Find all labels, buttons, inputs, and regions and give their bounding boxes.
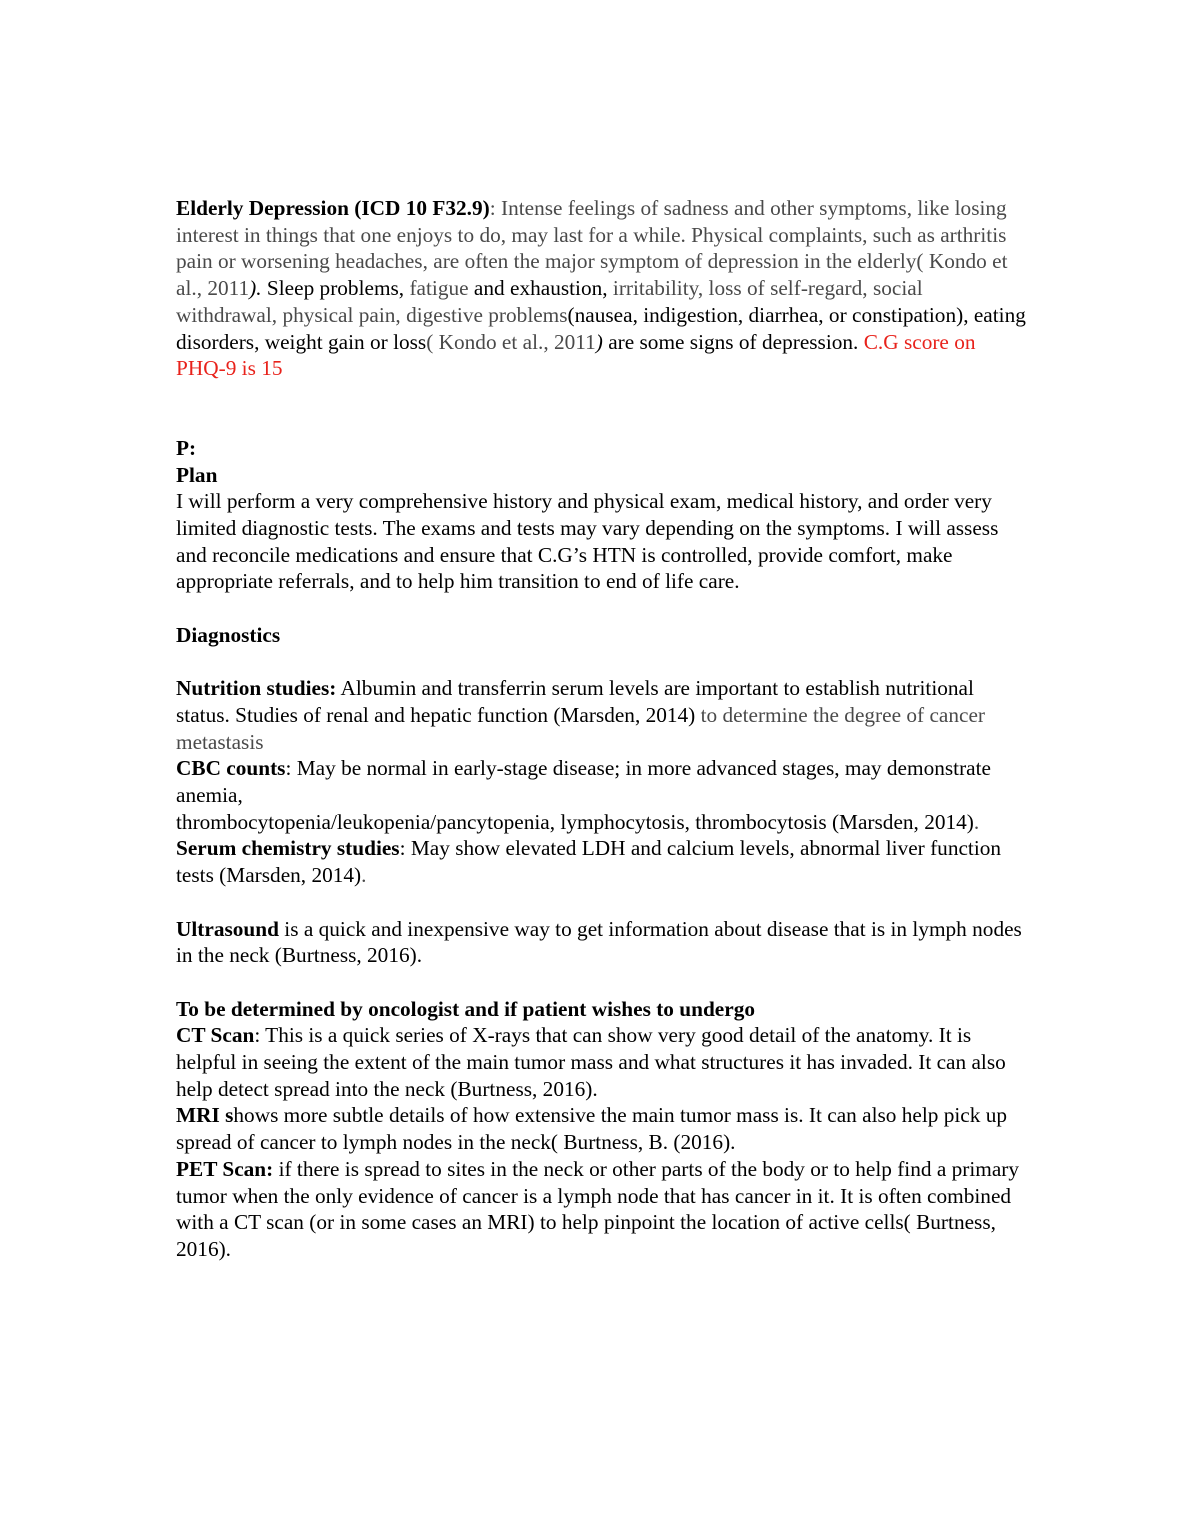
cbc-counts-continued: [176, 809, 1026, 836]
depression-heading: Elderly Depression (ICD 10 F32.9): [176, 196, 490, 220]
ct-scan: [176, 1022, 1026, 1102]
cbc-text: thrombocytopenia/leukopenia/pancytopenia, lymphocytosis, thrombocytosis (Marsden, 2014): [176, 809, 974, 834]
serum-end: .: [361, 863, 367, 888]
depression-paragraph: [176, 195, 1026, 382]
depression-text: fatigue: [404, 276, 469, 301]
nutrition-text: Albumin and transferrin serum levels are important to establish nutritional status. Studies of renal and hepatic function (Marsden, 2014): [176, 676, 974, 727]
cbc-counts: [176, 755, 1026, 808]
depression-paren: ): [595, 329, 603, 354]
plan-body: I will perform a very comprehensive history and physical exam, medical history, and order very limited diagnostic tests. The exams and tests may vary depending on the symptoms. I will assess and reconcile medications and ensure that C.G’s HTN is controlled, provide comfort, make appropriate referrals, and to help him transition to end of life care.: [176, 489, 999, 594]
mri-label: MRI s: [176, 1103, 234, 1128]
oncology-heading: [176, 996, 1026, 1023]
plan-label: [176, 435, 1026, 462]
depression-text: ( Kondo et al., 2011: [426, 329, 596, 354]
nutrition-label: Nutrition studies:: [176, 676, 337, 701]
cbc-label: CBC counts: [176, 756, 286, 781]
plan-label-text: P:: [176, 435, 197, 460]
plan-heading-text: Plan: [176, 462, 218, 487]
depression-text: : Intense feelings of sadness and other symptoms, like losing interest in things that one enjoys to do, may last for a while. Physical complaints, such as arthritis pain or worsening headaches, are often the major symptom of depression in the elderly( Kondo et al., 2011: [176, 196, 1008, 301]
ct-text: : This is a quick series of X-rays that can show very good detail of the anatomy. It is helpful in seeing the extent of the main tumor mass and what structures it has invaded. It can also help detect spread into the neck (Burtness, 2016).: [176, 1023, 1006, 1101]
cbc-end: .: [973, 809, 980, 834]
pet-text: if there is spread to sites in the neck or other parts of the body or to help find a primary tumor when the only evidence of cancer is a lymph node that has cancer in it. It is often combined with a CT scan (or in some cases an MRI) to help pinpoint the location of active cells( Burtness, 2016).: [176, 1156, 1020, 1261]
mri-text: hows more subtle details of how extensive the main tumor mass is. It can also help pick up spread of cancer to lymph nodes in the neck( Burtness, B. (2016).: [176, 1103, 1008, 1155]
document-page: [176, 195, 1026, 1263]
cbc-text: : May be normal in early-stage disease; in more advanced stages, may demonstrate anemia,: [176, 756, 991, 808]
depression-text: irritability, loss of self-regard, social withdrawal, physical pain, digestive problems: [176, 276, 923, 327]
diagnostics-heading: [176, 622, 1026, 649]
pet-scan: [176, 1156, 1026, 1263]
plan-heading: [176, 462, 1026, 489]
serum-label: Serum chemistry studies: [176, 836, 400, 861]
depression-text: Sleep problems,: [261, 276, 405, 301]
depression-text: and exhaustion,: [468, 276, 608, 301]
serum-chemistry: [176, 835, 1026, 888]
pet-label: PET Scan:: [176, 1156, 274, 1181]
ct-label: CT Scan: [176, 1023, 255, 1048]
phq-score-note: C.G score on PHQ-9 is 15: [176, 329, 976, 381]
depression-text: are some signs of depression.: [602, 329, 859, 354]
ultrasound: [176, 916, 1026, 969]
diagnostics-heading-text: Diagnostics: [176, 622, 281, 647]
mri: [176, 1102, 1026, 1155]
ultrasound-label: Ultrasound: [176, 916, 279, 941]
oncology-heading-text: To be determined by oncologist and if patient wishes to undergo: [176, 996, 756, 1021]
nutrition-text: to determine the degree of cancer metastasis: [176, 702, 985, 754]
nutrition-studies: [176, 675, 1026, 755]
depression-paren: ).: [249, 276, 262, 301]
depression-text: (nausea, indigestion, diarrhea, or constipation), eating disorders, weight gain or loss: [176, 302, 1026, 354]
ultrasound-text: is a quick and inexpensive way to get information about disease that is in lymph nodes in the neck (Burtness, 2016).: [176, 916, 1022, 968]
serum-text: : May show elevated LDH and calcium levels, abnormal liver function tests (Marsden, 2014): [176, 836, 1002, 888]
